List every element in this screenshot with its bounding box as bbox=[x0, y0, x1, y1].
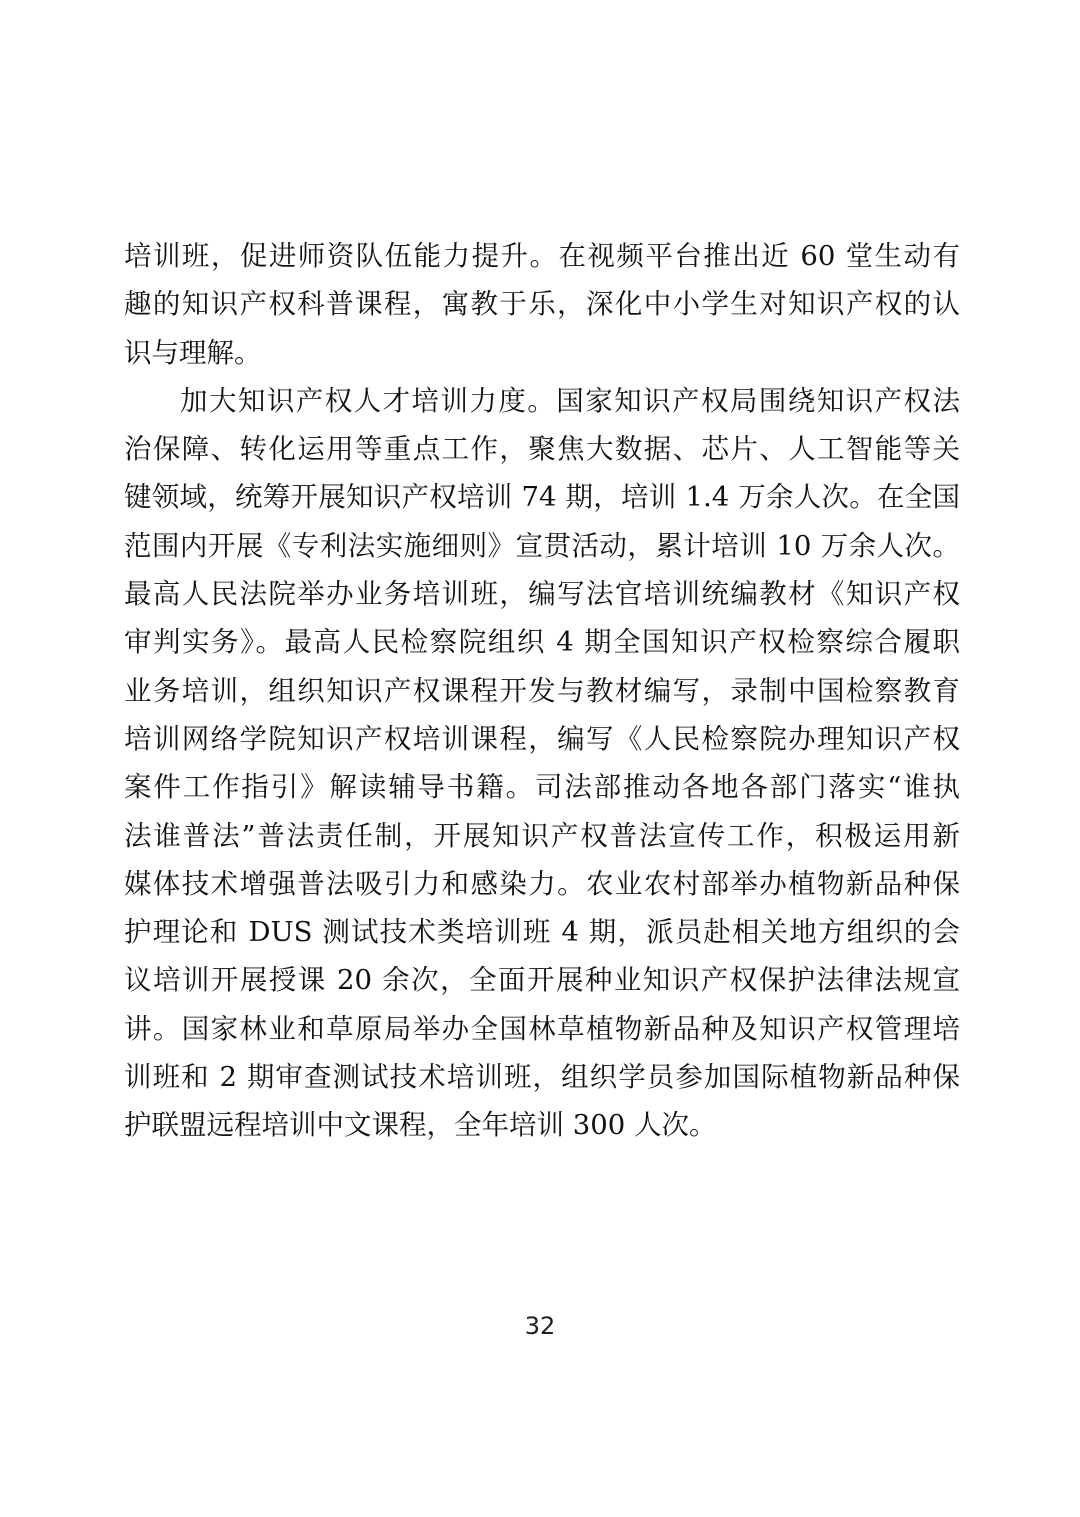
paragraph-2-line-10: 法谁普法”普法责任制，开展知识产权普法宣传工作，积极运用新 bbox=[124, 819, 960, 852]
paragraph-2-line-3: 键领域，统筹开展知识产权培训 74 期，培训 1.4 万余人次。在全国 bbox=[124, 481, 960, 514]
paragraph-2-line-1: 加大知识产权人才培训力度。国家知识产权局围绕知识产权法 bbox=[180, 384, 960, 417]
paragraph-2-line-4: 范围内开展《专利法实施细则》宣贯活动，累计培训 10 万余人次。 bbox=[124, 529, 960, 562]
paragraph-2-line-14: 讲。国家林业和草原局举办全国林草植物新品种及知识产权管理培 bbox=[124, 1012, 960, 1045]
paragraph-2-line-6: 审判实务》。最高人民检察院组织 4 期全国知识产权检察综合履职 bbox=[124, 626, 960, 659]
paragraph-1-line-2: 趣的知识产权科普课程，寓教于乐，深化中小学生对知识产权的认 bbox=[124, 288, 960, 321]
paragraph-2-line-15: 训班和 2 期审查测试技术培训班，组织学员参加国际植物新品种保 bbox=[124, 1061, 960, 1094]
paragraph-2-line-11: 媒体技术增强普法吸引力和感染力。农业农村部举办植物新品种保 bbox=[124, 867, 960, 900]
paragraph-2-line-8: 培训网络学院知识产权培训课程，编写《人民检察院办理知识产权 bbox=[124, 722, 960, 755]
paragraph-1-line-1: 培训班，促进师资队伍能力提升。在视频平台推出近 60 堂生动有 bbox=[124, 240, 960, 272]
body-text bbox=[124, 232, 960, 1150]
paragraph-2-line-13: 议培训开展授课 20 余次，全面开展种业知识产权保护法律法规宣 bbox=[124, 964, 960, 997]
paragraph-2-line-7: 业务培训，组织知识产权课程开发与教材编写，录制中国检察教育 bbox=[124, 674, 960, 707]
paragraph-2-line-5: 最高人民法院举办业务培训班，编写法官培训统编教材《知识产权 bbox=[124, 578, 960, 611]
paragraph-2-line-2: 治保障、转化运用等重点工作，聚焦大数据、芯片、人工智能等关 bbox=[124, 433, 960, 466]
paragraph-1-line-3: 识与理解。 bbox=[124, 336, 262, 369]
paragraph-2-line-16: 护联盟远程培训中文课程，全年培训 300 人次。 bbox=[124, 1109, 717, 1142]
paragraph-2-line-9: 案件工作指引》解读辅导书籍。司法部推动各地各部门落实“谁执 bbox=[124, 771, 960, 804]
page-number: 32 bbox=[524, 1312, 556, 1340]
paragraph-2-line-12: 护理论和 DUS 测试技术类培训班 4 期，派员赴相关地方组织的会 bbox=[124, 916, 960, 949]
